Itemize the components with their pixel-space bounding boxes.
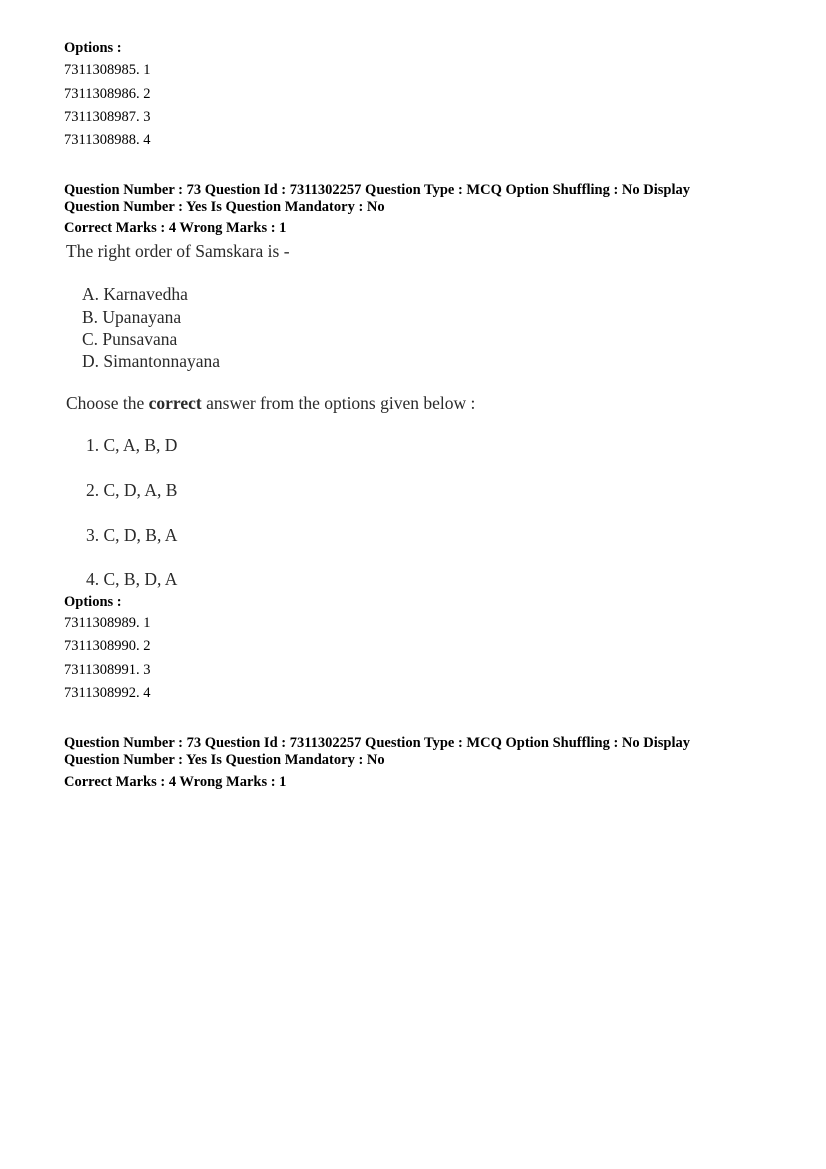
question-header-line2-next: Question Number : Yes Is Question Mandatory : No [64,752,385,768]
options-heading: Options : [64,40,122,56]
instruction-bold: correct [148,393,202,413]
samskara-item-c: C. Punsavana [82,329,178,349]
option-id-3: 7311308987. 3 [64,109,151,125]
option-id-8: 7311308992. 4 [64,685,151,701]
marks-line: Correct Marks : 4 Wrong Marks : 1 [64,220,287,236]
samskara-item-a: A. Karnavedha [82,284,188,304]
instruction [66,393,475,414]
option-id-6: 7311308990. 2 [64,638,151,654]
option-id-2: 7311308986. 2 [64,86,151,102]
samskara-item-d: D. Simantonnayana [82,351,221,371]
answer-choice-2: 2. C, D, A, B [86,480,178,500]
option-id-1: 7311308985. 1 [64,62,151,78]
instruction-pre: Choose the [66,393,149,413]
option-id-5: 7311308989. 1 [64,615,151,631]
question-header-line1-next: Question Number : 73 Question Id : 7311302257 Question Type : MCQ Option Shuffling : No Display [64,735,690,751]
answer-choice-4: 4. C, B, D, A [86,569,178,589]
marks-line-next: Correct Marks : 4 Wrong Marks : 1 [64,774,287,790]
instruction-post: answer from the options given below : [201,393,476,413]
question-header-line2: Question Number : Yes Is Question Mandatory : No [64,199,385,215]
option-id-7: 7311308991. 3 [64,662,151,678]
options-heading-2: Options : [64,594,122,610]
question-header-line1: Question Number : 73 Question Id : 7311302257 Question Type : MCQ Option Shuffling : No Display [64,182,690,198]
option-id-4: 7311308988. 4 [64,132,151,148]
question-stem: The right order of Samskara is - [66,241,290,261]
answer-choice-1: 1. C, A, B, D [86,435,178,455]
samskara-item-b: B. Upanayana [82,307,182,327]
answer-choice-3: 3. C, D, B, A [86,525,178,545]
